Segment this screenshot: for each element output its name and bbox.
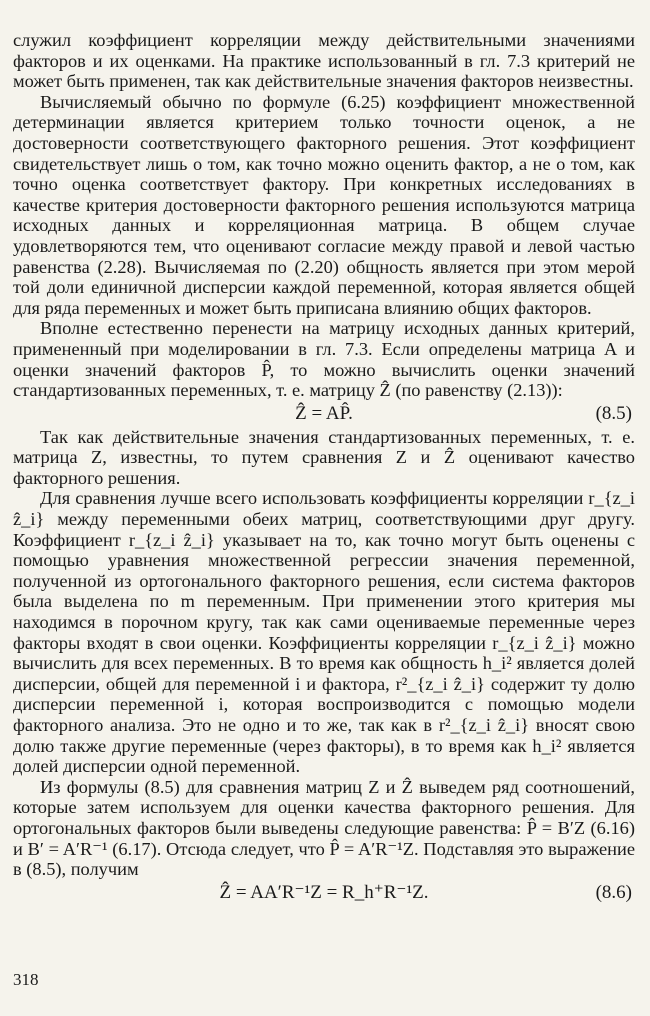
equation-8-5	[13, 401, 635, 427]
paragraph-4: Так как действительные значения стандартизованных переменных, т. е. матрица Z, известны, то путем сравнения Z и Ẑ оценивают качество факторного решения.	[13, 426, 635, 488]
paragraph-3: Вполне естественно перенести на матрицу исходных данных критерий, примененный при моделировании в гл. 7.3. Если определены матрица A и оценки значений факторов P̂, то можно вычислить оценки значений стандартизованных переменных, т. е. матрицу Ẑ (по равенству (2.13)):	[13, 318, 635, 401]
paragraph-1: служил коэффициент корреляции между действительными значениями факторов и их оценками. На практике использованный в гл. 7.3 критерий не может быть применен, так как действительные значения факторов неизвестны.	[13, 30, 635, 92]
equation-number: (8.6)	[595, 881, 632, 903]
paragraph-5: Для сравнения лучше всего использовать коэффициенты корреляции r_{z_i ẑ_i} между переменными обеих матриц, соответствующими друг другу. Коэффициент r_{z_i ẑ_i} указывает на то, как точно могут быть оценены с помощью уравнения множественной регрессии значения переменной, полученной из ортогонального факторного решения, если система факторов была выделена по m переменным. При применении этого критерия мы находимся в порочном кругу, так как сами оцениваемые переменные через факторы входят в свои оценки. Коэффициенты корреляции r_{z_i ẑ_i} можно вычислить для всех переменных. В то время как общность h_i² является долей дисперсии, общей для переменной i и фактора, r²_{z_i ẑ_i} содержит ту долю дисперсии переменной i, которая воспроизводится с помощью модели факторного анализа. Это не одно и то же, так как в r²_{z_i ẑ_i} вносят свою долю также другие переменные (через факторы), в то время как h_i² является долей дисперсии одной переменной.	[13, 488, 635, 777]
page-number: 318	[13, 970, 39, 989]
equation-8-6	[13, 880, 635, 906]
paragraph-2: Вычисляемый обычно по формуле (6.25) коэффициент множественной детерминации является критерием только точности оценок, а не достоверности соответствующего факторного решения. Этот коэффициент свидетельствует лишь о том, как точно можно оценить фактор, а не о том, как точно оценка соответствует фактору. При конкретных исследованиях в качестве критерия достоверности факторного решения используются матрица исходных данных и корреляционная матрица. В общем случае удовлетворяются тем, что оценивают согласие между правой и левой частью равенства (2.28). Вычисляемая по (2.20) общность является при этом мерой той доли единичной дисперсии каждой переменной, которая является общей для ряда переменных и может быть приписана влиянию общих факторов.	[13, 91, 635, 318]
paragraph-6: Из формулы (8.5) для сравнения матриц Z и Ẑ выведем ряд соотношений, которые затем используем для оценки качества факторного решения. Для ортогональных факторов были выведены следующие равенства: P̂ = B′Z (6.16) и B′ = A′R⁻¹ (6.17). Отсюда следует, что P̂ = A′R⁻¹Z. Подставляя это выражение в (8.5), получим	[13, 776, 635, 880]
equation-formula: Ẑ = AA′R⁻¹Z = R_h⁺R⁻¹Z.	[219, 881, 429, 903]
equation-number: (8.5)	[595, 402, 632, 424]
equation-formula: Ẑ = AP̂.	[295, 402, 353, 424]
page-text	[13, 30, 635, 906]
